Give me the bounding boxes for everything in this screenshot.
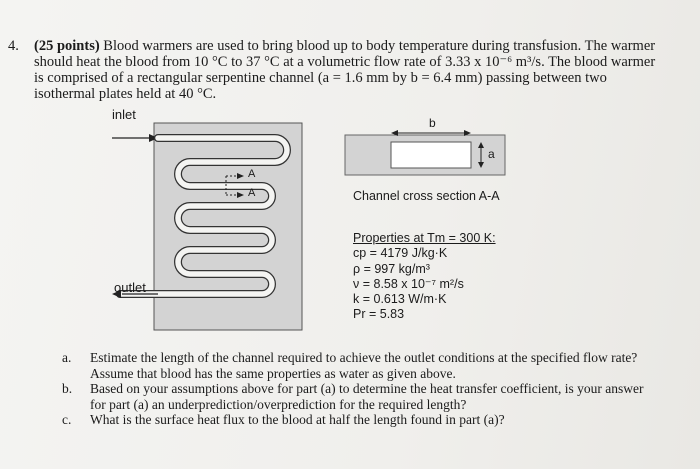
problem-body: Blood warmers are used to bring blood up to body temperature during transfusion. The warmer should heat the blood from 10 °C to 37 °C at a volumetric flow rate of 3.33 x 10⁻⁶ m³/s. The blood warmer is comprised of a rectangular serpentine channel (a = 1.6 mm by b = 6.4 mm) passing between two isothermal plates held at 40 °C. <box>34 38 656 102</box>
part-letter: a. <box>62 350 72 365</box>
properties-heading: Properties at Tm = 300 K: <box>353 231 496 245</box>
part-text: What is the surface heat flux to the blood at half the length found in part (a)? <box>90 412 505 427</box>
part-text: Estimate the length of the channel required to achieve the outlet conditions at the specified flow rate? Assume that blood has the same properties as water as given above. <box>90 350 638 381</box>
channel-cross-section <box>391 142 471 168</box>
question-parts <box>62 350 652 428</box>
part-letter: b. <box>62 381 73 396</box>
section-label-bottom: A <box>248 187 256 199</box>
problem-points: (25 points) <box>34 38 100 54</box>
property-viscosity: ν = 8.58 x 10⁻⁷ m²/s <box>353 276 464 291</box>
dimension-a-label: a <box>488 147 495 161</box>
part-text: Based on your assumptions above for part (a) to determine the heat transfer coefficient, is your answer for part (a) an underprediction/overprediction for the required length? <box>90 381 644 412</box>
property-cp: cp = 4179 J/kg·K <box>353 246 448 261</box>
outlet-label: outlet <box>114 280 146 295</box>
properties-block <box>353 231 496 323</box>
property-density: ρ = 997 kg/m³ <box>353 261 430 276</box>
dimension-b-label: b <box>429 116 436 130</box>
problem-number: 4. <box>8 38 19 54</box>
section-label-top: A <box>248 168 256 180</box>
question-part-c <box>62 412 652 428</box>
question-part-a <box>62 350 652 381</box>
cross-section-caption: Channel cross section A-A <box>353 189 500 203</box>
property-prandtl: Pr = 5.83 <box>353 307 405 322</box>
question-part-b <box>62 381 652 412</box>
part-letter: c. <box>62 412 72 427</box>
inlet-label: inlet <box>112 107 136 122</box>
property-conductivity: k = 0.613 W/m·K <box>353 292 447 307</box>
